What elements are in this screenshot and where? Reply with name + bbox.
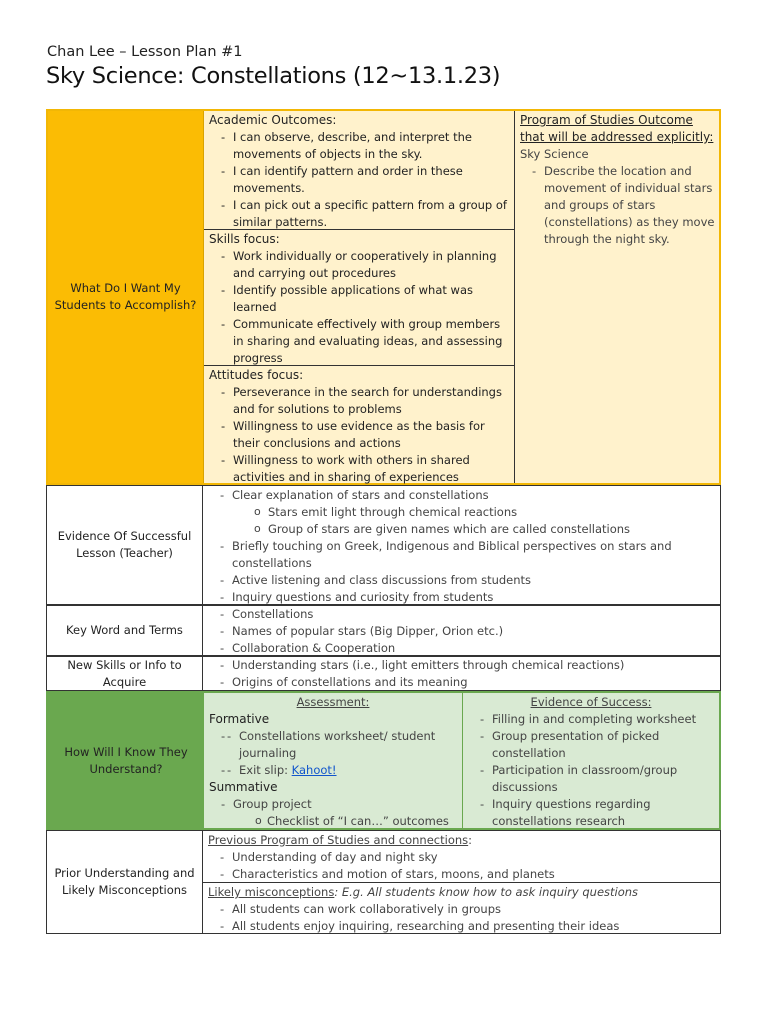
list-item: - Identify possible applications of what was learned xyxy=(209,282,509,316)
list-item: - I can identify pattern and order in these movements. xyxy=(209,163,509,197)
formative-heading: Formative xyxy=(209,712,270,726)
skills-focus-cell xyxy=(204,230,514,368)
list-item: - Group project xyxy=(209,796,457,813)
list-item: - I can pick out a specific pattern from a group of similar patterns. xyxy=(209,197,509,231)
new-skills-content xyxy=(203,656,720,692)
author-line: Chan Lee – Lesson Plan #1 xyxy=(47,44,243,60)
misconceptions-example: : E.g. All students know how to ask inquiry questions xyxy=(334,885,639,899)
skills-list xyxy=(209,248,509,367)
list-item: - Communicate effectively with group members in sharing and evaluating ideas, and assessing progress xyxy=(209,316,509,367)
list-item: - Participation in classroom/group discussions xyxy=(468,762,714,796)
list-item: - - Constellations worksheet/ student journaling xyxy=(209,728,457,762)
list-item: - Inquiry questions and curiosity from students xyxy=(208,589,715,606)
evidence-content xyxy=(203,486,720,607)
program-list xyxy=(520,163,716,248)
academic-outcomes-cell xyxy=(204,111,514,232)
list-item: - Filling in and completing worksheet xyxy=(468,711,714,728)
misconceptions-list xyxy=(208,901,715,935)
list-item: - Willingness to use evidence as the basis for their conclusions and actions xyxy=(209,418,509,452)
attitudes-focus-cell xyxy=(204,366,514,487)
list-item: - All students can work collaboratively in groups xyxy=(208,901,715,918)
keywords-label: Key Word and Terms xyxy=(47,606,203,655)
list-subitem: o Stars emit light through chemical reactions xyxy=(208,504,715,521)
new-skills-section xyxy=(46,656,721,691)
evidence-success-list xyxy=(468,711,714,830)
prior-label: Prior Understanding and Likely Misconceptions xyxy=(47,831,203,933)
evidence-success-heading: Evidence of Success: xyxy=(530,695,652,709)
program-outcome-cell xyxy=(515,111,721,249)
goals-section xyxy=(46,109,721,485)
attitudes-heading: Attitudes focus: xyxy=(209,368,304,382)
list-item: - Work individually or cooperatively in planning and carrying out procedures xyxy=(209,248,509,282)
previous-heading: Previous Program of Studies and connections xyxy=(208,833,469,847)
list-item: - Clear explanation of stars and constellations xyxy=(208,487,715,504)
list-item: - Active listening and class discussions from students xyxy=(208,572,715,589)
misconceptions-heading: Likely misconceptions xyxy=(208,885,335,899)
goals-label: What Do I Want My Students to Accomplish? xyxy=(48,111,204,483)
skills-heading: Skills focus: xyxy=(209,232,280,246)
list-subitem: o Group of stars are given names which are called constellations xyxy=(208,521,715,538)
evidence-success-cell xyxy=(463,693,719,831)
list-item: - Understanding of day and night sky xyxy=(208,849,715,866)
misconceptions-heading-line xyxy=(208,884,715,901)
new-skills-list xyxy=(208,657,715,691)
keywords-section xyxy=(46,605,721,656)
previous-connections-cell xyxy=(203,831,720,884)
keywords-content xyxy=(203,605,720,658)
list-item: - Constellations xyxy=(208,606,715,623)
list-item: - Perseverance in the search for understandings and for solutions to problems xyxy=(209,384,509,418)
list-subitem: o Checklist of “I can…” outcomes xyxy=(209,813,457,830)
list-item: - Understanding stars (i.e., light emitters through chemical reactions) xyxy=(208,657,715,674)
summative-list xyxy=(209,796,457,830)
previous-list xyxy=(208,849,715,883)
assessment-label: How Will I Know They Understand? xyxy=(48,693,204,828)
academic-heading: Academic Outcomes: xyxy=(209,113,337,127)
list-item: - Names of popular stars (Big Dipper, Orion etc.) xyxy=(208,623,715,640)
assessment-heading: Assessment: xyxy=(296,695,370,709)
list-item: - All students enjoy inquiring, researching and presenting their ideas xyxy=(208,918,715,935)
keywords-list xyxy=(208,606,715,657)
program-heading: Program of Studies Outcome that will be addressed explicitly: xyxy=(520,113,714,144)
academic-list xyxy=(209,129,509,231)
list-item: - Collaboration & Cooperation xyxy=(208,640,715,657)
prior-section xyxy=(46,830,721,934)
evidence-section xyxy=(46,485,721,605)
page-title: Sky Science: Constellations (12~13.1.23) xyxy=(46,63,501,89)
program-subject: Sky Science xyxy=(520,147,589,161)
list-item: - Inquiry questions regarding constellations research xyxy=(468,796,714,830)
goals-content xyxy=(204,111,719,483)
kahoot-link[interactable]: Kahoot! xyxy=(291,763,337,777)
assessment-section xyxy=(46,691,721,830)
list-item: - - Exit slip: Kahoot! xyxy=(209,762,457,779)
list-item: - Origins of constellations and its meaning xyxy=(208,674,715,691)
previous-heading-line: Previous Program of Studies and connections: xyxy=(208,833,473,847)
list-item: - Describe the location and movement of individual stars and groups of stars (constellations) as they move through the night sky. xyxy=(520,163,716,248)
evidence-label: Evidence Of Successful Lesson (Teacher) xyxy=(47,486,203,604)
list-item: - I can observe, describe, and interpret the movements of objects in the sky. xyxy=(209,129,509,163)
summative-heading: Summative xyxy=(209,780,278,794)
misconceptions-cell xyxy=(203,883,720,936)
list-item: - Briefly touching on Greek, Indigenous and Biblical perspectives on stars and constellations xyxy=(208,538,715,572)
list-item: - Characteristics and motion of stars, moons, and planets xyxy=(208,866,715,883)
new-skills-label: New Skills or Info to Acquire xyxy=(47,657,203,690)
formative-list xyxy=(209,728,457,779)
assessment-cell xyxy=(204,693,462,831)
list-item: - Willingness to work with others in shared activities and in sharing of experiences xyxy=(209,452,509,486)
evidence-list xyxy=(208,487,715,606)
attitudes-list xyxy=(209,384,509,486)
list-item: - Group presentation of picked constellation xyxy=(468,728,714,762)
